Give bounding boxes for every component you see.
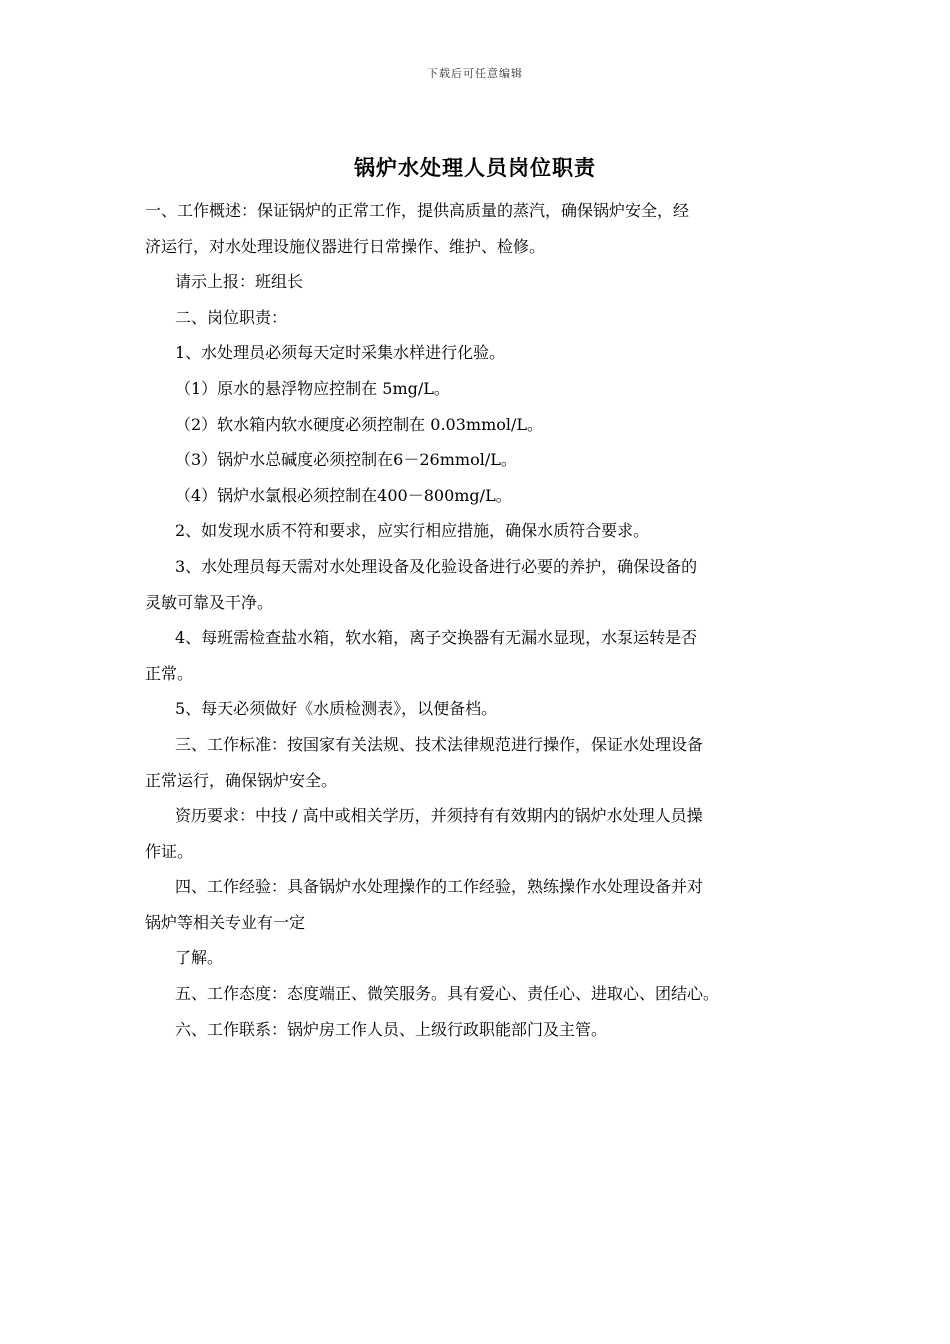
text-line: 二、岗位职责： [175, 307, 288, 327]
text-line: 正常运行，确保锅炉安全。 [145, 770, 338, 790]
text-line: 资历要求：中技 / 高中或相关学历，并须持有有效期内的锅炉水处理人员操 [175, 806, 703, 826]
text-line: 灵敏可靠及干净。 [145, 592, 274, 612]
header-note: 下载后可任意编辑 [427, 67, 523, 80]
text-line: 三、工作标准：按国家有关法规、技术法律规范进行操作，保证水处理设备 [175, 734, 704, 754]
text-line: 济运行，对水处理设施仪器进行日常操作、维护、检修。 [145, 236, 546, 256]
text-line: （1）原水的悬浮物应控制在 5mg/L。 [175, 378, 450, 398]
document-title: 锅炉水处理人员岗位职责 [354, 155, 596, 180]
text-line: （4）锅炉水氯根必须控制在400－800mg/L。 [175, 485, 512, 505]
document-body [145, 193, 817, 1047]
text-line: 1、水处理员必须每天定时采集水样进行化验。 [175, 343, 506, 363]
text-line: 作证。 [145, 841, 194, 861]
text-line: 2、如发现水质不符和要求，应实行相应措施，确保水质符合要求。 [175, 521, 650, 541]
text-line: 5、每天必须做好《水质检测表》，以便备档。 [175, 699, 498, 719]
text-line: 一、工作概述：保证锅炉的正常工作，提供高质量的蒸汽，确保锅炉安全，经 [145, 201, 690, 220]
text-line: 锅炉等相关专业有一定 [145, 912, 306, 932]
text-line: 五、工作态度：态度端正、微笑服务。具有爱心、责任心、进取心、团结心。 [175, 984, 720, 1004]
text-line: 六、工作联系：锅炉房工作人员、上级行政职能部门及主管。 [175, 1019, 608, 1039]
text-line: （3）锅炉水总碱度必须控制在6－26mmol/L。 [175, 450, 517, 470]
text-line: 4、每班需检查盐水箱，软水箱，离子交换器有无漏水显现，水泵运转是否 [175, 628, 698, 648]
text-line: 了解。 [175, 948, 224, 968]
text-line: 正常。 [145, 663, 194, 683]
text-line: 请示上报：班组长 [175, 272, 304, 292]
text-line: （2）软水箱内软水硬度必须控制在 0.03mmol/L。 [175, 414, 544, 434]
text-line: 四、工作经验：具备锅炉水处理操作的工作经验，熟练操作水处理设备并对 [175, 877, 704, 897]
text-line: 3、水处理员每天需对水处理设备及化验设备进行必要的养护，确保设备的 [175, 556, 698, 576]
